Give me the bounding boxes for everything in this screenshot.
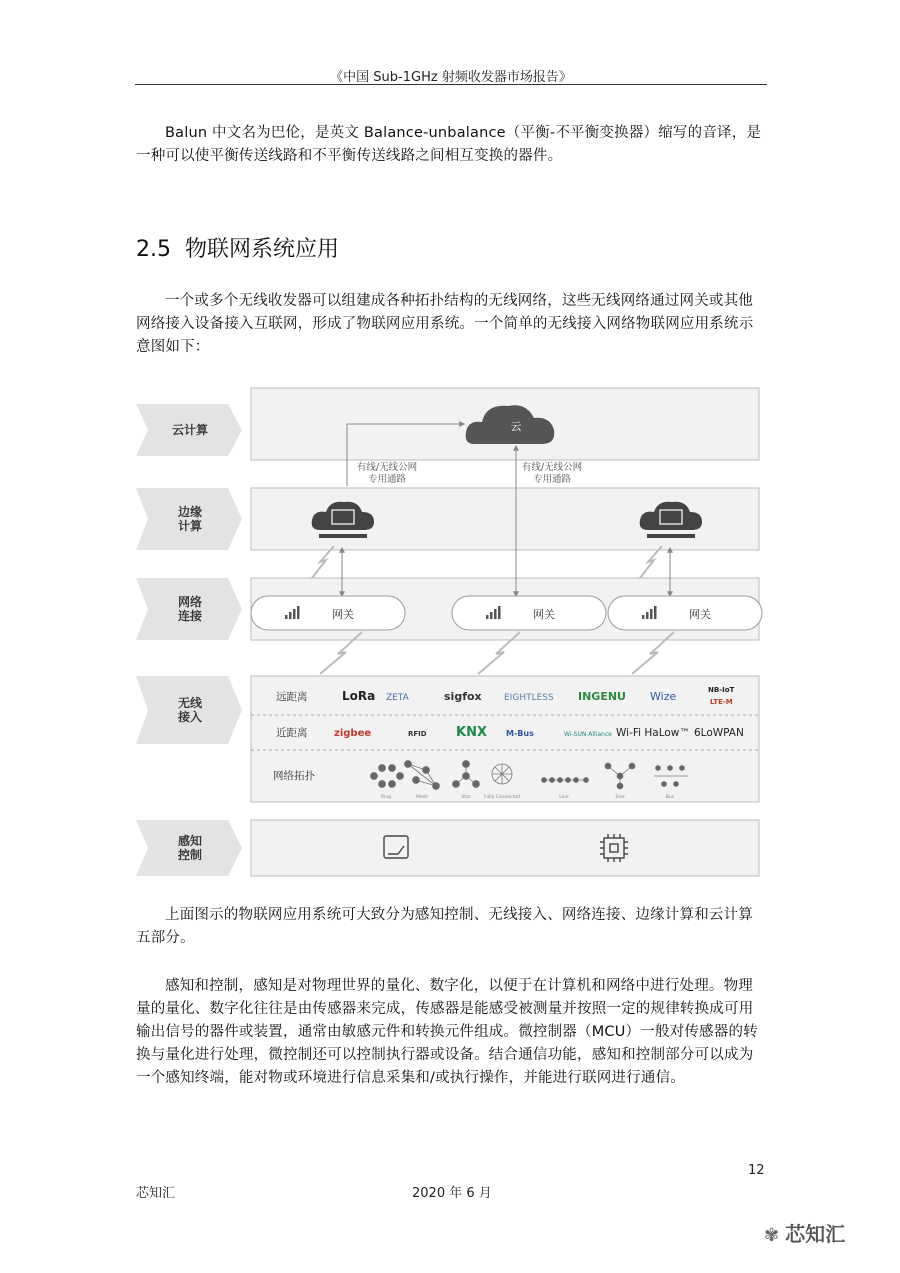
topology-fully-connected (492, 764, 512, 784)
layer-label: 边缘 (177, 505, 203, 519)
tech-logo: EIGHTLESS (504, 693, 554, 703)
layer-label: 控制 (177, 848, 203, 862)
channel-label: 有线/无线公网 (521, 462, 583, 473)
tech-logo: LoRa (342, 689, 376, 703)
topology-label: 网络拓扑 (273, 770, 315, 782)
layer-label: 感知 (177, 834, 203, 848)
gateway-label: 网关 (689, 608, 711, 621)
section-title: 物联网系统应用 (185, 237, 340, 262)
gateway (452, 596, 606, 630)
sensing-paragraph: 感知和控制，感知是对物理世界的量化、数字化，以便于在计算机和网络中进行处理。物理量的量化、数字化往往是由传感器来完成，传感器是能感受被测量并按照一定的规律转换成可用输出信号的器件或装置，通常由敏感元件和转换元件组成。微控制器（MCU）一般对传感器的转换与量化进行处理，微控制还可以控制执行器或设备。结合通信功能，感知和控制部分可以成为一个感知终端，能对物或环境进行信息采集和/或执行操作，并能进行联网进行通信。 (136, 978, 758, 1086)
tech-logo: M-Bus (506, 729, 534, 738)
footer-date: 2020 年 6 月 (412, 1186, 492, 1201)
page-number: 12 (748, 1163, 765, 1178)
cloud-label: 云 (510, 420, 522, 433)
topology-name: Tree (615, 795, 625, 800)
layer-label: 网络 (177, 595, 203, 609)
channel-label: 专用通路 (532, 474, 572, 485)
layer-label: 连接 (177, 609, 203, 623)
range-label-short: 近距离 (276, 727, 308, 739)
tech-logo: INGENU (578, 690, 626, 703)
section-heading (136, 232, 339, 263)
gateway (608, 596, 762, 630)
channel-label: 专用通路 (367, 474, 407, 485)
gateway-label: 网关 (533, 608, 555, 621)
gateway-group (251, 596, 762, 630)
running-header: 《中国 Sub-1GHz 射频收发器市场报告》 (330, 70, 572, 85)
channel-label: 有线/无线公网 (356, 462, 418, 473)
watermark-text: 芯知汇 (785, 1222, 846, 1246)
tech-logo: Wi-SUN Alliance (564, 731, 612, 738)
tech-logo: Wize (650, 690, 677, 703)
summary-paragraph: 上面图示的物联网应用系统可大致分为感知控制、无线接入、网络连接、边缘计算和云计算五部分。 (136, 907, 753, 946)
tech-logo: RFID (408, 730, 427, 738)
layer-label: 云计算 (171, 423, 209, 437)
tech-logo: Wi-Fi HaLow™ (616, 727, 690, 739)
gateway-label: 网关 (332, 608, 354, 621)
layer-label: 接入 (177, 710, 203, 724)
tech-logo: 6LoWPAN (694, 727, 744, 739)
topology-name: Fully Connected (483, 795, 521, 800)
balun-paragraph: Balun 中文名为巴伦，是英文 Balance-unbalance（平衡-不平衡变换器）缩写的音译，是一种可以使平衡传送线路和不平衡传送线路之间相互变换的器件。 (136, 125, 762, 164)
tech-logo: LTE-M (710, 698, 733, 706)
gateway (251, 596, 405, 630)
tech-logo: NB-IoT (708, 686, 735, 694)
wechat-icon: ✾ (764, 1225, 780, 1246)
topology-name: Ring (380, 795, 392, 800)
section-number: 2.5 (136, 237, 171, 262)
topology-name: Star (461, 795, 471, 800)
layer-label: 无线 (177, 696, 203, 710)
topology-name: Mesh (416, 795, 428, 800)
range-label-long: 远距离 (276, 691, 308, 703)
topology-name: Bus (665, 795, 675, 800)
tech-logo: ZETA (386, 693, 409, 703)
header-rule (135, 84, 767, 85)
layer-label: 计算 (177, 519, 203, 533)
layer-labels (136, 404, 242, 876)
sensing-layer-panel (251, 820, 759, 876)
tech-logo: sigfox (444, 690, 482, 703)
footer-left: 芯知汇 (136, 1186, 176, 1201)
intro-paragraph: 一个或多个无线收发器可以组建成各种拓扑结构的无线网络，这些无线网络通过网关或其他网络接入设备接入互联网，形成了物联网应用系统。一个简单的无线接入网络物联网应用系统示意图如下： (136, 293, 754, 355)
topology-name: Line (559, 795, 569, 800)
iot-system-diagram (136, 382, 766, 882)
tech-logo: KNX (456, 725, 487, 740)
tech-logo: zigbee (334, 728, 372, 739)
watermark (764, 1218, 845, 1247)
